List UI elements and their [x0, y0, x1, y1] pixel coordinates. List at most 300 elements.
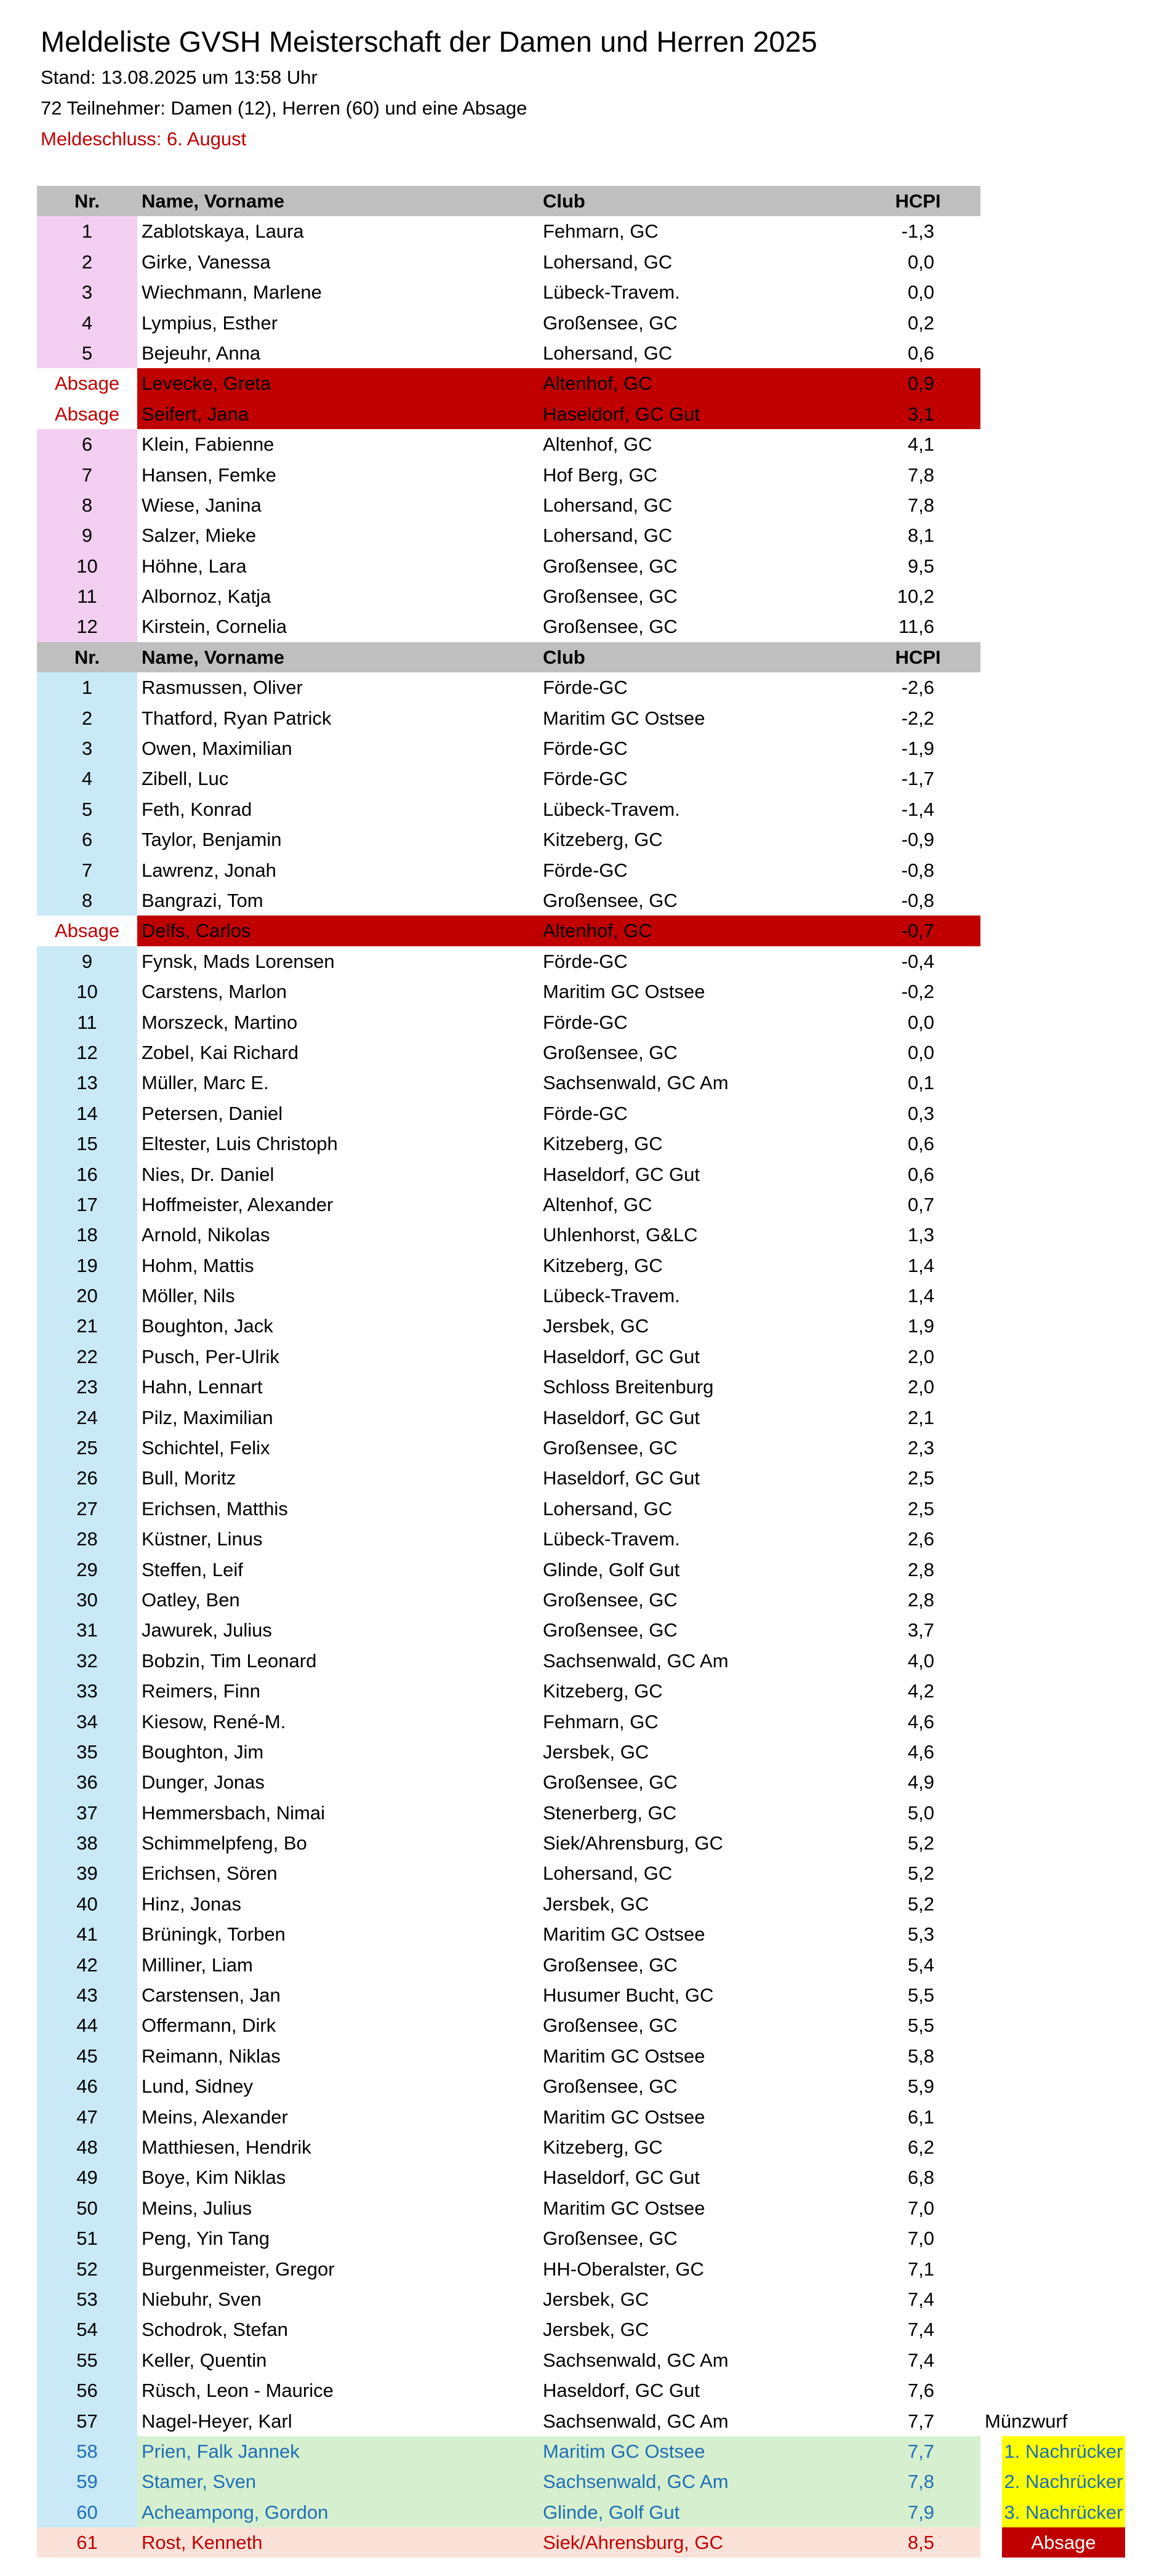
- player-name: Milliner, Liam: [142, 1954, 253, 1976]
- player-club: Jersbek, GC: [543, 1315, 649, 1337]
- player-club: Großensee, GC: [543, 1619, 678, 1641]
- player-name: Petersen, Daniel: [142, 1102, 283, 1124]
- player-club: Lübeck-Travem.: [543, 1528, 680, 1550]
- entry-number: 42: [37, 1950, 137, 1980]
- player-club: Förde-GC: [543, 1102, 628, 1124]
- table-row: [37, 1037, 1125, 1068]
- table-row: [37, 1007, 1125, 1037]
- player-name: Steffen, Leif: [142, 1558, 243, 1580]
- player-name: Salzer, Mieke: [142, 525, 257, 547]
- player-name: Burgenmeister, Gregor: [142, 2258, 335, 2280]
- entry-number: 18: [37, 1220, 137, 1250]
- table-row: [37, 2010, 1125, 2040]
- entry-number: 12: [37, 611, 137, 642]
- entry-number: 53: [37, 2284, 137, 2314]
- player-name: Pilz, Maximilian: [142, 1406, 273, 1428]
- entry-number: 9: [37, 520, 137, 550]
- player-name: Fynsk, Mads Lorensen: [142, 950, 335, 972]
- table-row: [37, 1129, 1125, 1159]
- player-name: Meins, Julius: [142, 2197, 252, 2219]
- table-row: [37, 611, 1125, 642]
- player-hcpi: 3,7: [907, 1619, 934, 1641]
- player-name: Zablotskaya, Laura: [142, 220, 304, 243]
- player-club: Jersbek, GC: [543, 2288, 649, 2310]
- player-club: Husumer Bucht, GC: [543, 1984, 714, 2006]
- player-club: Großensee, GC: [543, 1437, 678, 1459]
- table-row: [37, 1919, 1125, 1949]
- player-hcpi: 1,4: [907, 1285, 934, 1307]
- table-row: [37, 1372, 1125, 1402]
- entry-number: 52: [37, 2254, 137, 2284]
- table-row: [37, 2162, 1125, 2192]
- player-club: Altenhof, GC: [539, 368, 855, 398]
- table-row: [37, 1555, 1125, 1585]
- entry-number: 6: [37, 824, 137, 855]
- entry-number: 6: [37, 429, 137, 459]
- entry-number: 49: [37, 2162, 137, 2192]
- player-name: Wiese, Janina: [142, 494, 262, 516]
- entry-number: 22: [37, 1342, 137, 1372]
- entry-number: 2: [37, 703, 137, 733]
- entry-number: 61: [37, 2527, 137, 2558]
- table-row: [37, 2223, 1125, 2253]
- entry-number: 16: [37, 1159, 137, 1189]
- table-row: [37, 277, 1125, 307]
- player-club: Förde-GC: [543, 859, 628, 881]
- player-club: Haseldorf, GC Gut: [543, 1163, 700, 1185]
- player-club: Jersbek, GC: [543, 1741, 649, 1763]
- table-row: [37, 1889, 1125, 1919]
- entry-number: 8: [37, 490, 137, 520]
- player-name: Schichtel, Felix: [142, 1437, 270, 1459]
- player-club: Glinde, Golf Gut: [543, 1558, 680, 1580]
- entry-number: 14: [37, 1098, 137, 1129]
- entry-number: 3: [37, 733, 137, 763]
- table-row: [37, 976, 1125, 1007]
- player-name: Albornoz, Katja: [142, 586, 271, 608]
- player-name: Rasmussen, Oliver: [142, 677, 303, 699]
- entry-number: Absage: [37, 399, 137, 429]
- player-club: Förde-GC: [543, 950, 628, 972]
- player-hcpi: 5,3: [907, 1923, 934, 1946]
- player-club: Stenerberg, GC: [543, 1801, 677, 1824]
- entry-number: 9: [37, 946, 137, 976]
- player-hcpi: 5,2: [907, 1832, 934, 1854]
- entry-number: 24: [37, 1403, 137, 1433]
- player-name: Hemmersbach, Nimai: [142, 1801, 326, 1824]
- table-row: [37, 1950, 1125, 1980]
- player-club: Großensee, GC: [543, 555, 678, 577]
- player-hcpi: 0,0: [907, 1041, 934, 1063]
- player-club: Kitzeberg, GC: [543, 2136, 663, 2158]
- table-row: [37, 1068, 1125, 1098]
- player-name: Hohm, Mattis: [142, 1254, 254, 1276]
- column-header-hcpi: HCPI: [855, 642, 980, 672]
- player-hcpi: 2,5: [907, 1467, 934, 1489]
- player-name: Schimmelpfeng, Bo: [142, 1832, 307, 1854]
- player-club: Sachsenwald, GC Am: [543, 1649, 729, 1672]
- entry-number: 59: [37, 2466, 137, 2497]
- player-hcpi: 1,3: [907, 1224, 934, 1246]
- player-name: Reimers, Finn: [142, 1680, 260, 1702]
- table-row: [37, 2254, 1125, 2284]
- entry-number: 11: [37, 581, 137, 611]
- entry-number: 5: [37, 794, 137, 824]
- table-row: [37, 520, 1125, 550]
- player-club: Maritim GC Ostsee: [543, 2106, 705, 2128]
- player-club: Maritim GC Ostsee: [543, 707, 705, 729]
- entry-number: Absage: [37, 916, 137, 946]
- player-hcpi: 0,7: [907, 1193, 934, 1215]
- player-name: Levecke, Greta: [137, 368, 539, 398]
- player-club: Jersbek, GC: [543, 2319, 649, 2341]
- player-name: Hahn, Lennart: [142, 1376, 263, 1398]
- table-row: [37, 2071, 1125, 2101]
- player-club: Kitzeberg, GC: [543, 1254, 663, 1276]
- player-club: Großensee, GC: [543, 1041, 678, 1063]
- player-hcpi: 5,0: [907, 1801, 934, 1824]
- table-row: [37, 824, 1125, 855]
- player-club: Kitzeberg, GC: [543, 829, 663, 851]
- player-club: Jersbek, GC: [543, 1893, 649, 1915]
- player-club: Siek/Ahrensburg, GC: [539, 2527, 855, 2558]
- table-row: [37, 490, 1125, 520]
- entry-number: 21: [37, 1311, 137, 1341]
- player-hcpi: 5,5: [907, 1984, 934, 2006]
- player-club: Förde-GC: [543, 738, 628, 760]
- entry-number: 25: [37, 1433, 137, 1463]
- player-name: Lawrenz, Jonah: [142, 859, 276, 881]
- player-name: Peng, Yin Tang: [142, 2228, 270, 2250]
- player-name: Offermann, Dirk: [142, 2015, 276, 2037]
- player-name: Thatford, Ryan Patrick: [142, 707, 332, 729]
- player-club: Großensee, GC: [543, 2228, 678, 2250]
- player-club: Großensee, GC: [543, 1771, 678, 1793]
- player-hcpi: 0,6: [907, 1163, 934, 1185]
- column-header-name: Name, Vorname: [137, 642, 539, 672]
- player-club: Glinde, Golf Gut: [539, 2497, 855, 2527]
- player-hcpi: -0,4: [901, 950, 934, 972]
- table-row: [37, 763, 1125, 794]
- table-row: [37, 1463, 1125, 1493]
- entry-number: 58: [37, 2436, 137, 2466]
- entry-number: 33: [37, 1676, 137, 1706]
- table-row: [37, 399, 1125, 429]
- player-hcpi: -1,3: [901, 220, 934, 243]
- entry-number: 60: [37, 2497, 137, 2527]
- player-club: Maritim GC Ostsee: [543, 2197, 705, 2219]
- player-club: Haseldorf, GC Gut: [543, 2380, 700, 2402]
- player-name: Bejeuhr, Anna: [142, 342, 261, 364]
- entry-number: 32: [37, 1646, 137, 1676]
- player-club: Großensee, GC: [543, 2075, 678, 2098]
- status-note: 3. Nachrücker: [1002, 2497, 1125, 2527]
- entry-number: 54: [37, 2314, 137, 2345]
- table-row: [37, 916, 1125, 946]
- entry-number: 36: [37, 1767, 137, 1797]
- player-hcpi: 3,1: [855, 399, 980, 429]
- player-hcpi: 1,4: [907, 1254, 934, 1276]
- entry-number: 4: [37, 763, 137, 794]
- player-hcpi: 5,9: [907, 2075, 934, 2098]
- table-row: [37, 308, 1125, 338]
- player-hcpi: 8,1: [907, 525, 934, 547]
- column-header-nr: Nr.: [37, 186, 137, 216]
- table-row: [37, 2284, 1125, 2314]
- player-hcpi: -0,8: [901, 859, 934, 881]
- entry-number: 20: [37, 1281, 137, 1311]
- player-club: Altenhof, GC: [539, 916, 855, 946]
- table-row: [37, 2406, 1125, 2436]
- player-name: Matthiesen, Hendrik: [142, 2136, 311, 2158]
- player-hcpi: 1,9: [907, 1315, 934, 1337]
- player-name: Oatley, Ben: [142, 1588, 240, 1611]
- status-note: 2. Nachrücker: [1002, 2466, 1125, 2497]
- player-hcpi: 2,8: [907, 1588, 934, 1611]
- entry-number: 17: [37, 1189, 137, 1220]
- player-club: Großensee, GC: [543, 2015, 678, 2037]
- player-hcpi: 7,8: [907, 464, 934, 486]
- player-club: Förde-GC: [543, 768, 628, 790]
- player-club: Großensee, GC: [543, 1954, 678, 1976]
- player-club: HH-Oberalster, GC: [543, 2258, 704, 2280]
- player-club: Lohersand, GC: [543, 342, 673, 364]
- table-row: [37, 855, 1125, 885]
- entry-number: 26: [37, 1463, 137, 1493]
- player-hcpi: -0,9: [901, 829, 934, 851]
- player-hcpi: 0,6: [907, 1133, 934, 1155]
- table-row: [37, 2466, 1125, 2497]
- entry-number: 4: [37, 308, 137, 338]
- status-note: Münzwurf: [985, 2410, 1068, 2432]
- entry-number: 28: [37, 1524, 137, 1554]
- player-name: Boye, Kim Niklas: [142, 2167, 286, 2189]
- table-row: [37, 1737, 1125, 1767]
- player-hcpi: 9,5: [907, 555, 934, 577]
- player-club: Großensee, GC: [543, 586, 678, 608]
- player-hcpi: 5,8: [907, 2045, 934, 2067]
- table-row: [37, 1615, 1125, 1645]
- table-row: [37, 1403, 1125, 1433]
- player-name: Reimann, Niklas: [142, 2045, 281, 2067]
- entry-number: 50: [37, 2193, 137, 2223]
- table-row: [37, 247, 1125, 277]
- entry-number: 29: [37, 1555, 137, 1585]
- table-row: [37, 733, 1125, 763]
- player-club: Großensee, GC: [543, 889, 678, 911]
- player-hcpi: 6,1: [907, 2106, 934, 2128]
- player-name: Brüningk, Torben: [142, 1923, 286, 1946]
- player-hcpi: 7,4: [907, 2288, 934, 2310]
- table-row: [37, 1828, 1125, 1858]
- player-hcpi: 2,0: [907, 1345, 934, 1367]
- player-club: Lohersand, GC: [543, 1862, 673, 1885]
- player-hcpi: 0,3: [907, 1102, 934, 1124]
- player-name: Rost, Kenneth: [137, 2527, 539, 2558]
- player-hcpi: 11,6: [898, 616, 934, 638]
- player-club: Lohersand, GC: [543, 251, 673, 273]
- player-hcpi: 7,8: [855, 2466, 980, 2497]
- player-name: Erichsen, Sören: [142, 1862, 278, 1885]
- player-hcpi: 2,5: [907, 1497, 934, 1519]
- player-hcpi: 6,2: [907, 2136, 934, 2158]
- player-name: Seifert, Jana: [137, 399, 539, 429]
- player-name: Keller, Quentin: [142, 2349, 267, 2371]
- player-club: Haseldorf, GC Gut: [539, 399, 855, 429]
- entry-number: Absage: [37, 368, 137, 398]
- player-club: Förde-GC: [543, 677, 628, 699]
- player-club: Lübeck-Travem.: [543, 798, 680, 820]
- player-club: Großensee, GC: [543, 1588, 678, 1611]
- entry-number: 39: [37, 1858, 137, 1888]
- player-name: Lympius, Esther: [142, 312, 278, 334]
- player-name: Bangrazi, Tom: [142, 889, 263, 911]
- entry-number: 48: [37, 2132, 137, 2162]
- table-row: [37, 1524, 1125, 1554]
- table-row: [37, 1433, 1125, 1463]
- entry-number: 41: [37, 1919, 137, 1949]
- table-row: [37, 1159, 1125, 1189]
- player-hcpi: 2,8: [907, 1558, 934, 1580]
- entry-number: 43: [37, 1980, 137, 2010]
- player-club: Lohersand, GC: [543, 1497, 673, 1519]
- entry-number: 19: [37, 1250, 137, 1281]
- table-row: [37, 1098, 1125, 1129]
- table-row: [37, 2375, 1125, 2405]
- player-name: Carstens, Marlon: [142, 981, 287, 1003]
- player-hcpi: 0,9: [855, 368, 980, 398]
- table-row: [37, 581, 1125, 611]
- table-row: [37, 1311, 1125, 1341]
- entry-number: 56: [37, 2375, 137, 2405]
- entry-number: 8: [37, 885, 137, 916]
- player-name: Nagel-Heyer, Karl: [142, 2410, 292, 2432]
- player-club: Sachsenwald, GC Am: [543, 2410, 729, 2432]
- table-row: [37, 1646, 1125, 1676]
- player-name: Niebuhr, Sven: [142, 2288, 262, 2310]
- player-hcpi: 2,0: [907, 1376, 934, 1398]
- participant-summary: 72 Teilnehmer: Damen (12), Herren (60) und eine Absage: [41, 97, 527, 119]
- entry-number: 27: [37, 1494, 137, 1524]
- entry-number: 57: [37, 2406, 137, 2436]
- player-name: Erichsen, Matthis: [142, 1497, 288, 1519]
- player-hcpi: 0,1: [907, 1072, 934, 1094]
- player-name: Girke, Vanessa: [142, 251, 271, 273]
- player-club: Maritim GC Ostsee: [543, 981, 705, 1003]
- player-name: Prien, Falk Jannek: [137, 2436, 539, 2466]
- player-hcpi: 7,0: [907, 2197, 934, 2219]
- player-name: Jawurek, Julius: [142, 1619, 272, 1641]
- player-hcpi: 8,5: [855, 2527, 980, 2558]
- player-name: Dunger, Jonas: [142, 1771, 265, 1793]
- entry-number: 13: [37, 1068, 137, 1098]
- player-name: Owen, Maximilian: [142, 738, 292, 760]
- player-name: Pusch, Per-Ulrik: [142, 1345, 279, 1367]
- player-name: Bobzin, Tim Leonard: [142, 1649, 317, 1672]
- player-hcpi: 0,2: [907, 312, 934, 334]
- table-row: [37, 1585, 1125, 1615]
- player-name: Boughton, Jack: [142, 1315, 273, 1337]
- player-name: Bull, Moritz: [142, 1467, 236, 1489]
- player-hcpi: 4,6: [907, 1710, 934, 1733]
- women-header-row: [37, 186, 1125, 216]
- entry-number: 44: [37, 2010, 137, 2040]
- registration-deadline: Meldeschluss: 6. August: [41, 128, 247, 150]
- entry-number: 46: [37, 2071, 137, 2101]
- table-row: [37, 2193, 1125, 2223]
- status-note: 1. Nachrücker: [1002, 2436, 1125, 2466]
- entry-number: 10: [37, 551, 137, 581]
- table-row: [37, 1250, 1125, 1281]
- player-hcpi: 4,2: [907, 1680, 934, 1702]
- player-hcpi: 7,9: [855, 2497, 980, 2527]
- player-name: Kirstein, Cornelia: [142, 616, 287, 638]
- registration-table: [37, 186, 1125, 2558]
- table-row: [37, 1858, 1125, 1888]
- player-name: Delfs, Carlos: [137, 916, 539, 946]
- column-header-club: Club: [539, 642, 855, 672]
- entry-number: 47: [37, 2102, 137, 2132]
- table-row: [37, 1281, 1125, 1311]
- player-club: Haseldorf, GC Gut: [543, 2167, 700, 2189]
- table-row: [37, 1494, 1125, 1524]
- player-club: Lübeck-Travem.: [543, 1285, 680, 1307]
- table-row: [37, 2102, 1125, 2132]
- player-name: Hansen, Femke: [142, 464, 276, 486]
- table-row: [37, 2497, 1125, 2527]
- player-name: Feth, Konrad: [142, 798, 252, 820]
- player-hcpi: 4,1: [907, 433, 934, 456]
- table-row: [37, 946, 1125, 976]
- player-club: Hof Berg, GC: [543, 464, 658, 486]
- player-name: Müller, Marc E.: [142, 1072, 269, 1094]
- player-club: Altenhof, GC: [543, 1193, 652, 1215]
- table-row: [37, 460, 1125, 490]
- entry-number: 7: [37, 460, 137, 490]
- status-note: Absage: [1002, 2527, 1125, 2558]
- player-club: Fehmarn, GC: [543, 220, 659, 243]
- player-hcpi: 0,6: [907, 342, 934, 364]
- player-club: Schloss Breitenburg: [543, 1376, 714, 1398]
- table-row: [37, 2041, 1125, 2071]
- table-row: [37, 794, 1125, 824]
- player-name: Hinz, Jonas: [142, 1893, 241, 1915]
- player-hcpi: 7,8: [907, 494, 934, 516]
- table-row: [37, 1342, 1125, 1372]
- player-hcpi: 0,0: [907, 251, 934, 273]
- player-hcpi: 7,7: [907, 2410, 934, 2432]
- men-header-row: [37, 642, 1125, 672]
- player-club: Lohersand, GC: [543, 494, 673, 516]
- player-hcpi: 7,7: [855, 2436, 980, 2466]
- player-hcpi: 7,4: [907, 2319, 934, 2341]
- player-club: Sachsenwald, GC Am: [543, 2349, 729, 2371]
- player-club: Kitzeberg, GC: [543, 1680, 663, 1702]
- entry-number: 10: [37, 976, 137, 1007]
- player-club: Förde-GC: [543, 1011, 628, 1033]
- player-hcpi: 2,6: [907, 1528, 934, 1550]
- player-club: Sachsenwald, GC Am: [539, 2466, 855, 2497]
- entry-number: 7: [37, 855, 137, 885]
- player-hcpi: -1,4: [901, 798, 934, 820]
- table-row: [37, 885, 1125, 916]
- player-name: Zobel, Kai Richard: [142, 1041, 299, 1063]
- entry-number: 5: [37, 338, 137, 368]
- player-hcpi: 4,0: [907, 1649, 934, 1672]
- player-hcpi: 7,4: [907, 2349, 934, 2371]
- table-row: [37, 1220, 1125, 1250]
- player-club: Maritim GC Ostsee: [539, 2436, 855, 2466]
